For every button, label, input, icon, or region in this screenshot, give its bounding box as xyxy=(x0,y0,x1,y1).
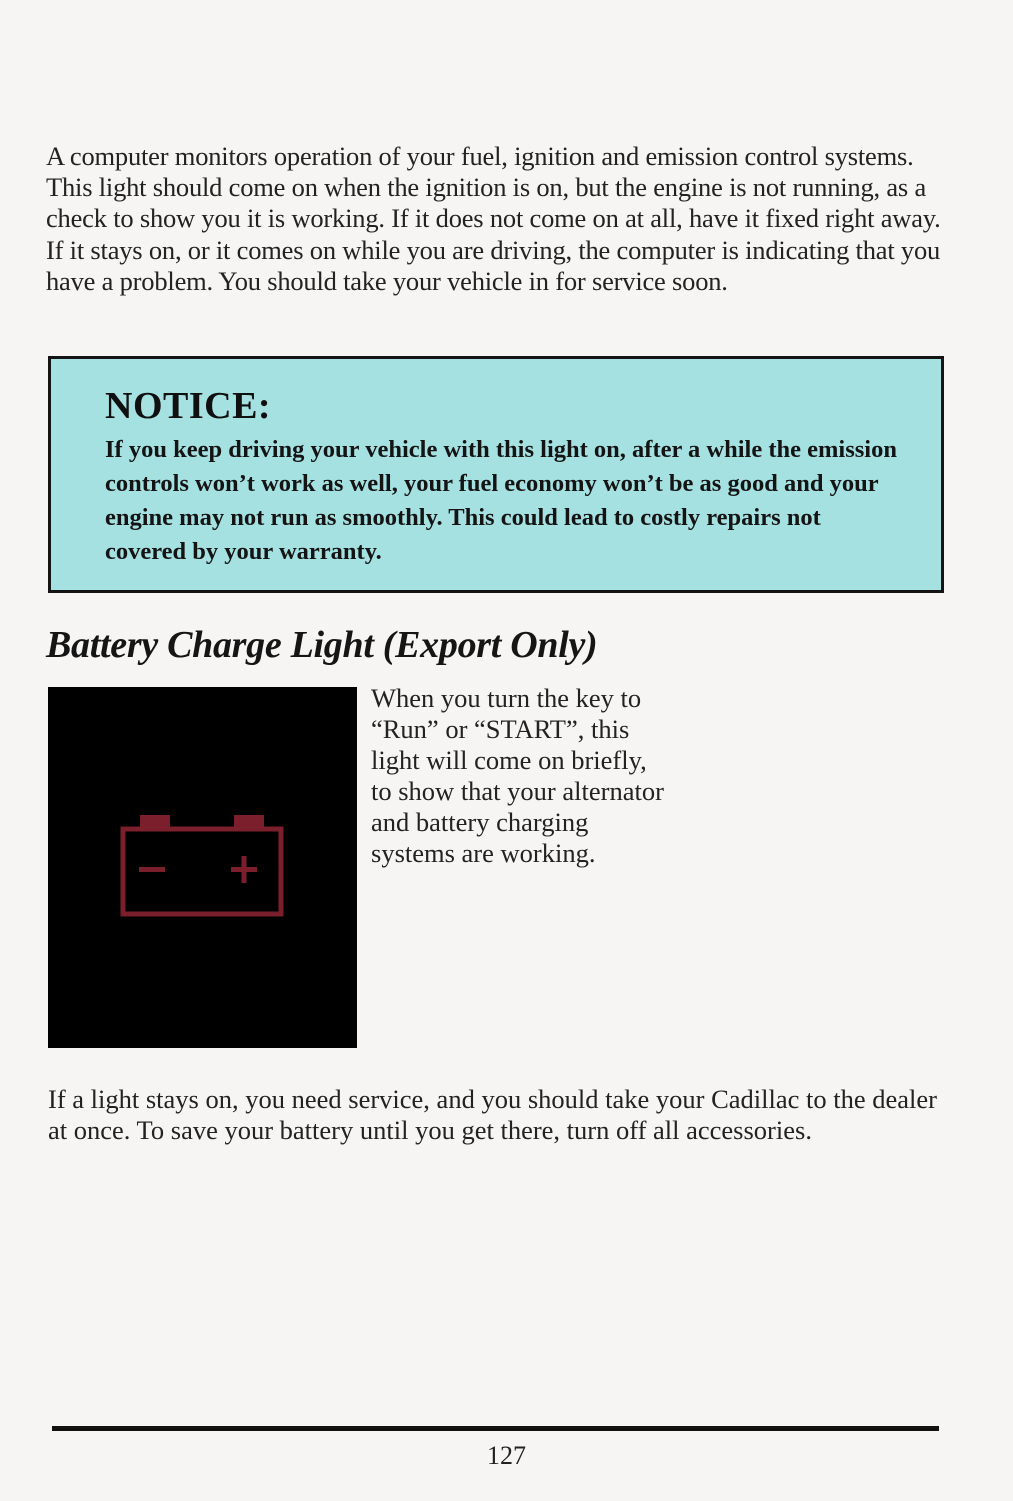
closing-paragraph: If a light stays on, you need service, and you should take your Cadillac to the dealer at once. To save your battery until you get there, turn off all accessories. xyxy=(48,1084,937,1146)
battery-light-panel xyxy=(48,687,357,1048)
notice-box xyxy=(48,356,944,593)
footer-divider xyxy=(52,1426,939,1431)
section-heading: Battery Charge Light (Export Only) xyxy=(46,624,598,666)
notice-text: If you keep driving your vehicle with this light on, after a while the emission controls won’t work as well, your fuel economy won’t be as good and your engine may not run as smoothly. This could lead to costly repairs not covered by your warranty. xyxy=(105,436,897,565)
notice-title: NOTICE: xyxy=(105,385,272,427)
intro-paragraph: A computer monitors operation of your fuel, ignition and emission control systems. This light should come on when the ignition is on, but the engine is not running, as a check to show you it is working. If it does not come on at all, have it fixed right away. If it stays on, or it comes on while you are driving, the computer is indicating that you have a problem. You should take your vehicle in for service soon. xyxy=(46,141,941,296)
battery-light-description: When you turn the key to “Run” or “START”, this light will come on briefly, to show that your alternator and battery charging systems are working. xyxy=(371,683,664,868)
battery-icon xyxy=(48,687,357,1048)
page-number: 127 xyxy=(487,1441,526,1470)
